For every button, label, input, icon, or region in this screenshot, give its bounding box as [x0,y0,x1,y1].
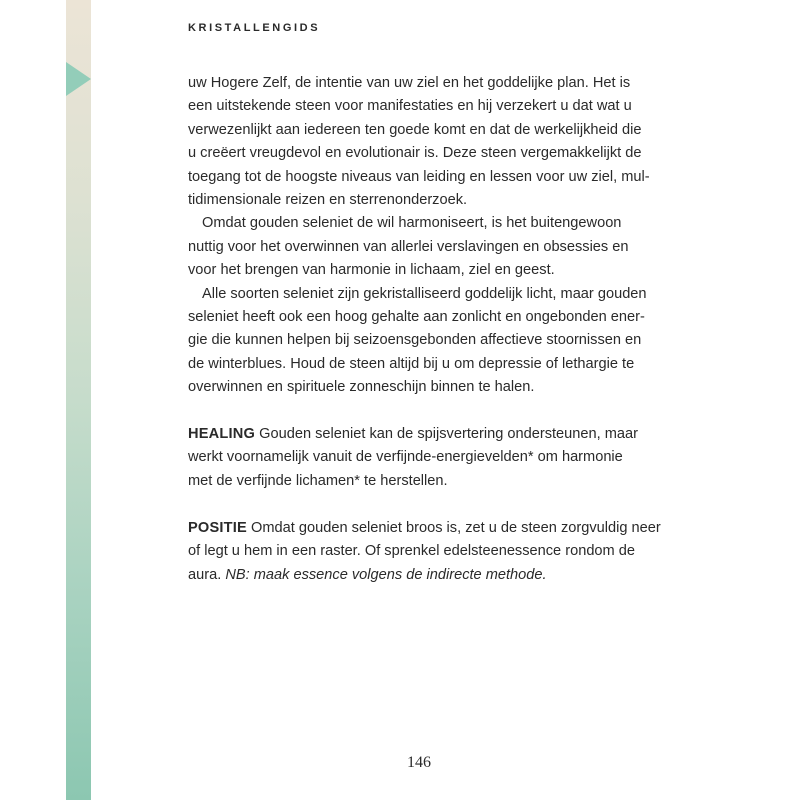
section-spacer [188,400,658,423]
healing-section [188,423,658,493]
positie-text: aura. [188,566,226,583]
positie-text: Omdat gouden seleniet broos is, zet u de steen zorgvuldig neer [246,519,661,536]
paragraph-sunlight [188,283,658,400]
text-line: u creëert vreugdevol en evolutionair is. Deze steen vergemakkelijkt de [188,145,642,162]
text-line: of legt u hem in een raster. Of sprenkel edelsteenessence rondom de [188,543,635,560]
positie-note: NB: maak essence volgens de indirecte methode. [225,566,547,583]
paragraph-continuation [188,72,658,212]
text-line [188,423,658,446]
section-spacer [188,493,658,516]
positie-section [188,517,661,587]
text-line [188,564,658,587]
text-line: gie die kunnen helpen bij seizoensgebonden affectieve stoornissen en [188,332,642,349]
text-line: Omdat gouden seleniet de wil harmoniseert, is het buitengewoon [202,215,622,232]
page-body [188,72,661,587]
running-head: KRISTALLENGIDS [188,22,321,34]
text-line [188,517,661,540]
healing-label: HEALING [188,426,256,443]
text-line: tidimensionale reizen en sterrenonderzoek. [188,192,468,209]
text-line: nuttig voor het overwinnen van allerlei verslavingen en obsessies en [188,238,629,255]
text-line: werkt voornamelijk vanuit de verfijnde-energievelden* om harmonie [188,449,623,466]
text-line: de winterblues. Houd de steen altijd bij u om depressie of lethargie te [188,355,635,372]
section-marker-triangle-icon [66,62,91,96]
text-line: een uitstekende steen voor manifestaties en hij verzekert u dat wat u [188,98,632,115]
text-line: toegang tot de hoogste niveaus van leiding en lessen voor uw ziel, mul- [188,168,650,185]
positie-label: POSITIE [188,519,247,536]
paragraph-will [188,212,658,282]
text-line: verwezenlijkt aan iedereen ten goede komt en dat de werkelijkheid die [188,121,642,138]
text-line: met de verfijnde lichamen* te herstellen. [188,472,448,489]
healing-text: Gouden seleniet kan de spijsvertering ondersteunen, maar [255,426,638,443]
text-line: uw Hogere Zelf, de intentie van uw ziel en het goddelijke plan. Het is [188,75,631,91]
text-line: voor het brengen van harmonie in lichaam, ziel en geest. [188,262,555,279]
decorative-side-strip [66,0,91,800]
page-number: 146 [407,754,431,771]
text-line: seleniet heeft ook een hoog gehalte aan zonlicht en ongebonden ener- [188,309,645,326]
text-line: Alle soorten seleniet zijn gekristalliseerd goddelijk licht, maar gouden [202,285,647,302]
text-line: overwinnen en spirituele zonneschijn binnen te halen. [188,379,535,396]
